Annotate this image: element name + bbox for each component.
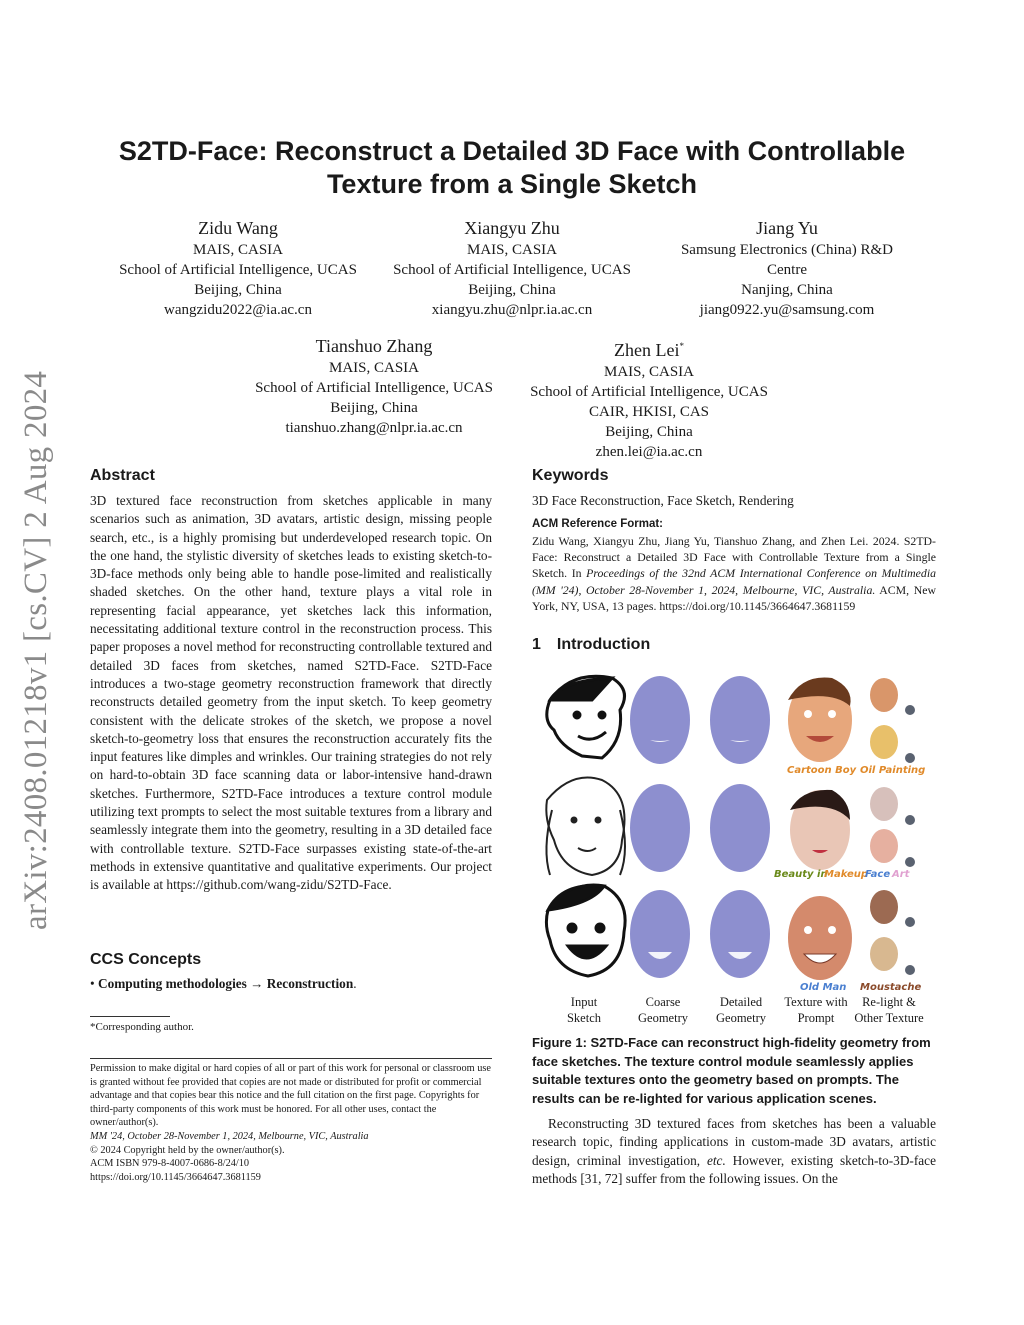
section-number: 1 (532, 636, 541, 653)
permission-text: Permission to make digital or hard copies of all or part of this work for personal or classroom use is granted without fee provided that copies are not made or distributed for profit or commercial advantage and that copies bear this notice and the full citation on the first page. Copyrights for third-party components of this work must be honored. For all other uses, contact the owner/author(s). (90, 1063, 491, 1129)
ccs-item (90, 976, 357, 992)
abstract-heading: Abstract (90, 467, 155, 484)
column-label-coarse (630, 994, 696, 1026)
author-name: Jiang Yu (756, 218, 818, 238)
column-label-line: Input (570, 995, 598, 1009)
author-email: tianshuo.zhang@nlpr.ia.ac.cn (285, 420, 463, 436)
label-face: Face (865, 869, 891, 880)
author-location: Nanjing, China (741, 282, 833, 298)
author-affiliation: Centre (767, 262, 807, 278)
author-email: xiangyu.zhu@nlpr.ia.ac.cn (431, 302, 593, 318)
author-block (241, 334, 507, 438)
column-label-line: Coarse (645, 995, 681, 1009)
author-affiliation: Samsung Electronics (China) R&D (680, 242, 894, 258)
title-line-1: S2TD-Face: Reconstruct a Detailed 3D Face with Controllable (118, 136, 906, 166)
author-name: Tianshuo Zhang (315, 336, 433, 356)
acm-ref-text (532, 533, 936, 614)
author-block (379, 216, 645, 320)
acm-ref-heading: ACM Reference Format: (532, 518, 663, 530)
author-name: Zidu Wang (198, 218, 278, 238)
figure-1-caption: Figure 1: S2TD-Face can reconstruct high-fidelity geometry from face sketches. The texture control module seamlessly applies suitable textures onto the geometry based on prompts. The results can be re-lighted for various application scenes. (532, 1035, 931, 1106)
footnote-rule (90, 1016, 170, 1017)
author-affiliation: MAIS, CASIA (466, 242, 557, 258)
author-affiliation: CAIR, HKISI, CAS (588, 404, 709, 420)
label-cartoon-boy: Cartoon Boy (787, 765, 857, 776)
author-block (105, 216, 371, 320)
doi-link[interactable]: https://doi.org/10.1145/3664647.3681159 (90, 1171, 261, 1183)
ccs-heading: CCS Concepts (90, 951, 202, 968)
author-affiliation: School of Artificial Intelligence, UCAS (393, 262, 631, 278)
isbn-text: ACM ISBN 979-8-4007-0686-8/24/10 (90, 1158, 250, 1170)
author-location: Beijing, China (468, 282, 556, 298)
intro-text-end: However, existing sketch-to-3D-face methods [31, 72] suffer from the following issues. On the (532, 1152, 936, 1186)
textured-face-old-man (788, 896, 852, 980)
author-email: zhen.lei@ia.ac.cn (595, 444, 703, 460)
copyright-text: © 2024 Copyright held by the owner/author(s). (90, 1144, 285, 1156)
acm-ref-authors: Zidu Wang, Xiangyu Zhu, Jiang Yu, Tianshuo Zhang, and Zhen Lei. 2024. S2TD-Face: Reconstruct a Detailed 3D Face with Controllable Texture from a Single Sketch. In (532, 534, 936, 581)
permission-block (90, 1062, 492, 1184)
sketch-face-2 (546, 778, 625, 876)
label-makeup: Makeup (824, 869, 869, 880)
author-affiliation: School of Artificial Intelligence, UCAS (119, 262, 357, 278)
footnote: *Corresponding author. (90, 1021, 194, 1033)
author-name: Xiangyu Zhu (464, 218, 560, 238)
author-affiliation: MAIS, CASIA (328, 360, 419, 376)
label-oil-painting: Oil Painting (860, 765, 926, 776)
ccs-bullet: • (90, 976, 98, 991)
sketch-face-3 (546, 885, 625, 976)
author-block (654, 216, 920, 320)
author-affiliation: School of Artificial Intelligence, UCAS (255, 380, 493, 396)
column-label-line: Re-light & (862, 995, 916, 1009)
author-email: wangzidu2022@ia.ac.cn (164, 302, 312, 318)
column-label-line: Other Texture (854, 1011, 924, 1025)
author-name: Zhen Lei (614, 340, 680, 360)
acm-ref-tail: ACM, New York, NY, USA, 13 pages. https://doi.org/10.1145/3664647.3681159 (532, 582, 936, 613)
label-moustache: Moustache (860, 982, 922, 993)
column-label-detailed (706, 994, 776, 1026)
abstract-text: 3D textured face reconstruction from sketches applicable in many scenarios such as animation, 3D avatars, artistic design, missing people search, etc., is a highly promising but underdeveloped research topic. On the one hand, the stylistic diversity of sketches leads to existing sketch-to-3D-face methods only being able to handle pose-limited and realistically shaded sketches. On the other hand, texture plays a vital role in representing facial appearance, yet sketches lack this information, necessitating additional texture control in the reconstruction process. This paper proposes a novel method for reconstructing controllable textured and detailed 3D faces from sketches, named S2TD-Face. S2TD-Face introduces a two-stage geometry reconstruction framework that directly reconstructs detailed geometry from the input sketch. To keep geometry consistent with the delicate strokes of the sketch, we propose a novel sketch-to-geometry loss that ensures the reconstruction accurately fits the input features like dimples and wrinkles. Our training strategies do not rely on hard-to-obtain 3D face scanning data or labor-intensive hand-drawn sketches. Furthermore, S2TD-Face introduces a texture control module utilizing text prompts to select the most suitable textures from a library and seamlessly integrate them into the geometry, resulting in a 3D detailed face with controllable texture. S2TD-Face surpasses existing state-of-the-art methods in extensive quantitative and qualitative experiments. Our project is available at https://github.com/wang-zidu/S2TD-Face. (90, 493, 492, 893)
relight-faces (870, 678, 898, 971)
corresponding-mark: * (679, 341, 684, 351)
paper-title (90, 135, 934, 201)
label-art: Art (892, 869, 910, 880)
intro-text-start: Reconstructing 3D textured faces from sketches has been a valuable research topic, finding applications in custom-made 3D avatars, artistic design, criminal investigation, (532, 1116, 936, 1168)
author-email: jiang0922.yu@samsung.com (699, 302, 875, 318)
acm-ref-proceedings: Proceedings of the 32nd ACM International Conference on Multimedia (MM '24), October 28-November 1, 2024, Melbourne, VIC, Australia. (532, 566, 936, 597)
keywords-heading: Keywords (532, 467, 609, 484)
column-label-relight (848, 994, 930, 1026)
light-spheres (905, 705, 915, 975)
figure-1 (532, 670, 934, 1030)
column-label-line: Detailed (719, 995, 763, 1009)
author-location: Beijing, China (194, 282, 282, 298)
keywords-text: 3D Face Reconstruction, Face Sketch, Rendering (532, 493, 794, 508)
figure-1-graphics (532, 670, 934, 1030)
intro-heading (532, 636, 650, 654)
intro-paragraph (532, 1115, 936, 1188)
column-label-line: Prompt (797, 1011, 835, 1025)
author-affiliation: MAIS, CASIA (192, 242, 283, 258)
column-label-input (550, 994, 618, 1026)
column-label-line: Geometry (716, 1011, 766, 1025)
ccs-concept: Computing methodologies → Reconstruction (97, 976, 354, 991)
textured-face-cartoon (788, 677, 852, 762)
author-location: Beijing, China (605, 424, 693, 440)
label-old-man: Old Man (800, 982, 847, 993)
author-location: Beijing, China (330, 400, 418, 416)
textured-face-makeup (790, 790, 850, 870)
column-label-line: Geometry (638, 1011, 688, 1025)
column-label-texture (778, 994, 854, 1026)
geometry-faces (630, 676, 770, 978)
permission-rule (90, 1058, 492, 1059)
ccs-punct: . (353, 976, 357, 991)
sketch-face-1 (547, 676, 625, 758)
label-beauty-in: Beauty in (774, 869, 828, 880)
venue-text: MM '24, October 28-November 1, 2024, Melbourne, VIC, Australia (90, 1130, 369, 1142)
author-block (516, 334, 782, 462)
arxiv-identifier: arXiv:2408.01218v1 [cs.CV] 2 Aug 2024 (18, 370, 54, 930)
author-name-line (516, 334, 782, 362)
author-affiliation: School of Artificial Intelligence, UCAS (530, 384, 768, 400)
section-title: Introduction (556, 636, 651, 653)
column-label-line: Sketch (566, 1011, 602, 1025)
title-line-2: Texture from a Single Sketch (326, 169, 698, 199)
column-label-line: Texture with (784, 995, 848, 1009)
intro-etc: etc. (706, 1152, 726, 1168)
author-affiliation: MAIS, CASIA (603, 364, 694, 380)
